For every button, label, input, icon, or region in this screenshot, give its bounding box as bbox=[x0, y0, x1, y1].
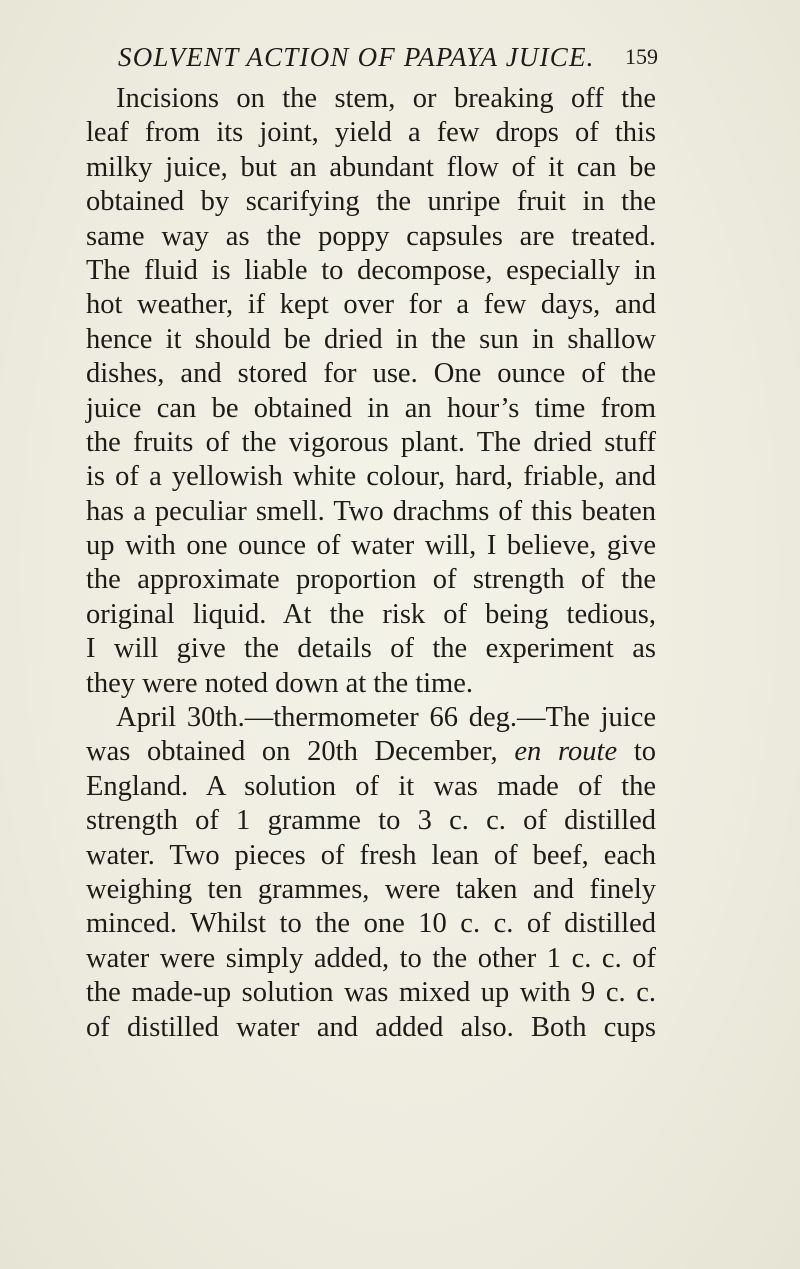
text-segment: to bbox=[633, 736, 656, 768]
text-line: of distilled water and added also. Both cups bbox=[86, 1011, 656, 1043]
text-line bbox=[86, 735, 656, 769]
page-header bbox=[118, 42, 658, 82]
text-line: is of a yellowish white colour, hard, friable, and bbox=[86, 461, 656, 493]
text-line: I will give the details of the experiment as bbox=[86, 633, 656, 665]
text-line: The fluid is liable to decompose, especially in bbox=[86, 254, 656, 286]
text-line: weighing ten grammes, were taken and finely bbox=[86, 873, 656, 905]
text-line: hence it should be dried in the sun in shallow bbox=[86, 323, 656, 355]
page-number: 159 bbox=[625, 44, 658, 69]
text-line: Incisions on the stem, or breaking off the bbox=[116, 83, 656, 114]
text-line: England. A solution of it was made of the bbox=[86, 770, 656, 802]
text-line: hot weather, if kept over for a few days, and bbox=[86, 289, 656, 321]
text-line: has a peculiar smell. Two drachms of this beaten bbox=[86, 495, 656, 527]
text-line: minced. Whilst to the one 10 c. c. of distilled bbox=[86, 908, 656, 940]
text-line: same way as the poppy capsules are treated. bbox=[86, 220, 656, 252]
text-line: the approximate proportion of strength of the bbox=[86, 564, 656, 596]
text-line: juice can be obtained in an hour’s time from bbox=[86, 392, 656, 424]
text-line: they were noted down at the time. bbox=[86, 667, 474, 699]
text-line: the made-up solution was mixed up with 9 c. c. bbox=[86, 977, 656, 1009]
text-line: water. Two pieces of fresh lean of beef, each bbox=[86, 839, 656, 871]
text-line: obtained by scarifying the unripe fruit in the bbox=[86, 186, 656, 218]
text-line: leaf from its joint, yield a few drops of this bbox=[86, 117, 656, 149]
text-segment: was obtained on 20th December, bbox=[86, 736, 498, 768]
text-line: water were simply added, to the other 1 c. c. of bbox=[86, 942, 656, 974]
text-line: milky juice, but an abundant flow of it can be bbox=[86, 151, 656, 183]
body-text bbox=[86, 82, 656, 1045]
text-line: up with one ounce of water will, I believe, give bbox=[86, 530, 656, 562]
text-line: strength of 1 gramme to 3 c. c. of distilled bbox=[86, 805, 656, 837]
text-line: dishes, and stored for use. One ounce of the bbox=[86, 358, 656, 390]
text-line: the fruits of the vigorous plant. The dried stuff bbox=[86, 426, 656, 458]
running-title: SOLVENT ACTION OF PAPAYA JUICE. bbox=[118, 42, 595, 72]
text-line: April 30th.—thermometer 66 deg.—The juice bbox=[116, 702, 656, 734]
italic-phrase: en route bbox=[514, 736, 618, 768]
text-line: original liquid. At the risk of being tedious, bbox=[86, 598, 656, 630]
